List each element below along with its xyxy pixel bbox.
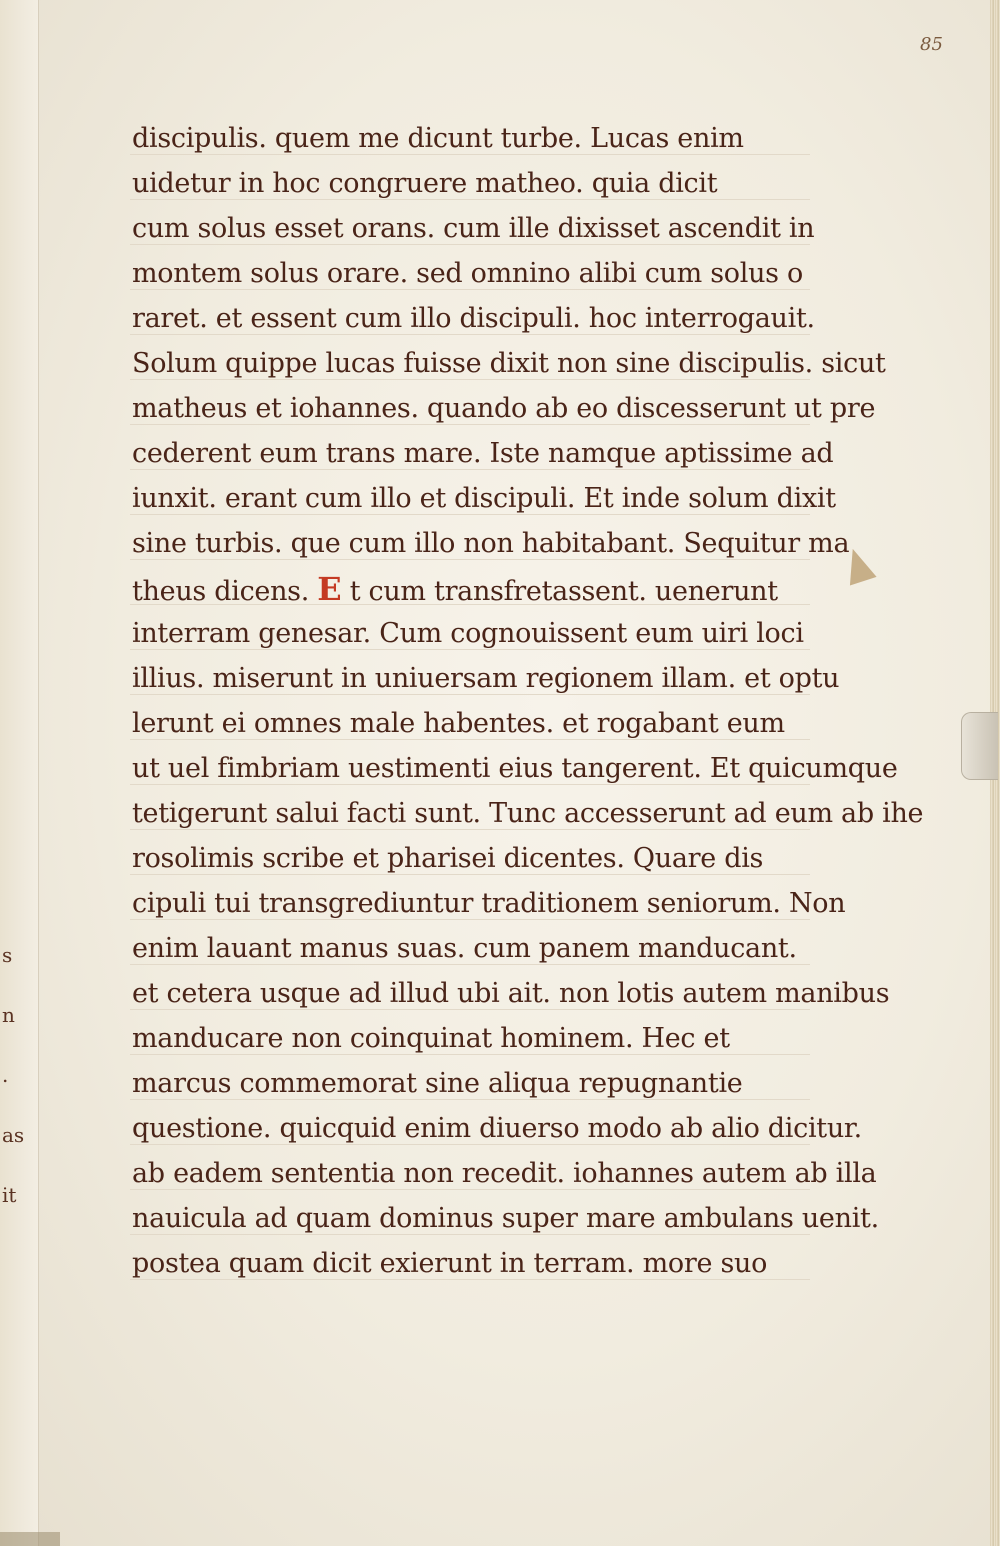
text-line: marcus commemorat sine aliqua repugnantie	[132, 1068, 743, 1099]
text-line: manducare non coinquinat hominem. Hec et	[132, 1023, 730, 1054]
text-line: Solum quippe lucas fuisse dixit non sine discipulis. sicut	[132, 348, 886, 379]
binding-gutter	[0, 0, 39, 1546]
margin-fragment: n	[2, 1003, 15, 1027]
text-line: iunxit. erant cum illo et discipuli. Et inde solum dixit	[132, 483, 836, 514]
text-line: lerunt ei omnes male habentes. et rogabant eum	[132, 708, 785, 739]
text-line: ab eadem sententia non recedit. iohannes autem ab illa	[132, 1158, 877, 1189]
binding-edge	[0, 1532, 60, 1546]
folio-number: 85	[920, 34, 943, 55]
page-tab[interactable]	[961, 712, 998, 780]
text-line: cederent eum trans mare. Iste namque aptissime ad	[132, 438, 834, 469]
text-line: sine turbis. que cum illo non habitabant. Sequitur ma	[132, 528, 850, 559]
margin-fragment: .	[2, 1063, 9, 1087]
text-line-start: theus dicens.	[132, 576, 309, 607]
text-line: uidetur in hoc congruere matheo. quia dicit	[132, 168, 718, 199]
text-line: interram genesar. Cum cognouissent eum uiri loci	[132, 618, 804, 649]
text-line: discipulis. quem me dicunt turbe. Lucas enim	[132, 123, 744, 154]
red-initial: E	[317, 570, 342, 608]
text-line-with-initial	[132, 568, 808, 610]
margin-fragment: it	[2, 1183, 17, 1207]
text-line: cipuli tui transgrediuntur traditionem seniorum. Non	[132, 888, 846, 919]
text-line-end: t cum transfretassent. uenerunt	[349, 576, 778, 607]
text-line: enim lauant manus suas. cum panem manducant.	[132, 933, 797, 964]
margin-fragments	[2, 936, 32, 1236]
text-line: illius. miserunt in uniuersam regionem illam. et optu	[132, 663, 840, 694]
margin-fragment: as	[2, 1123, 25, 1147]
text-line: montem solus orare. sed omnino alibi cum solus o	[132, 258, 803, 289]
text-line: matheus et iohannes. quando ab eo discesserunt ut pre	[132, 393, 876, 424]
text-line: raret. et essent cum illo discipuli. hoc interrogauit.	[132, 303, 815, 334]
text-line: rosolimis scribe et pharisei dicentes. Quare dis	[132, 843, 764, 874]
text-line: et cetera usque ad illud ubi ait. non lotis autem manibus	[132, 978, 890, 1009]
text-line: tetigerunt salui facti sunt. Tunc accesserunt ad eum ab ihe	[132, 798, 924, 829]
text-line: nauicula ad quam dominus super mare ambulans uenit.	[132, 1203, 879, 1234]
margin-fragment: s	[2, 943, 13, 967]
text-line: cum solus esset orans. cum ille dixisset ascendit in	[132, 213, 815, 244]
text-line: postea quam dicit exierunt in terram. more suo	[132, 1248, 768, 1279]
text-line: questione. quicquid enim diuerso modo ab alio dicitur.	[132, 1113, 862, 1144]
text-line: ut uel fimbriam uestimenti eius tangerent. Et quicumque	[132, 753, 898, 784]
